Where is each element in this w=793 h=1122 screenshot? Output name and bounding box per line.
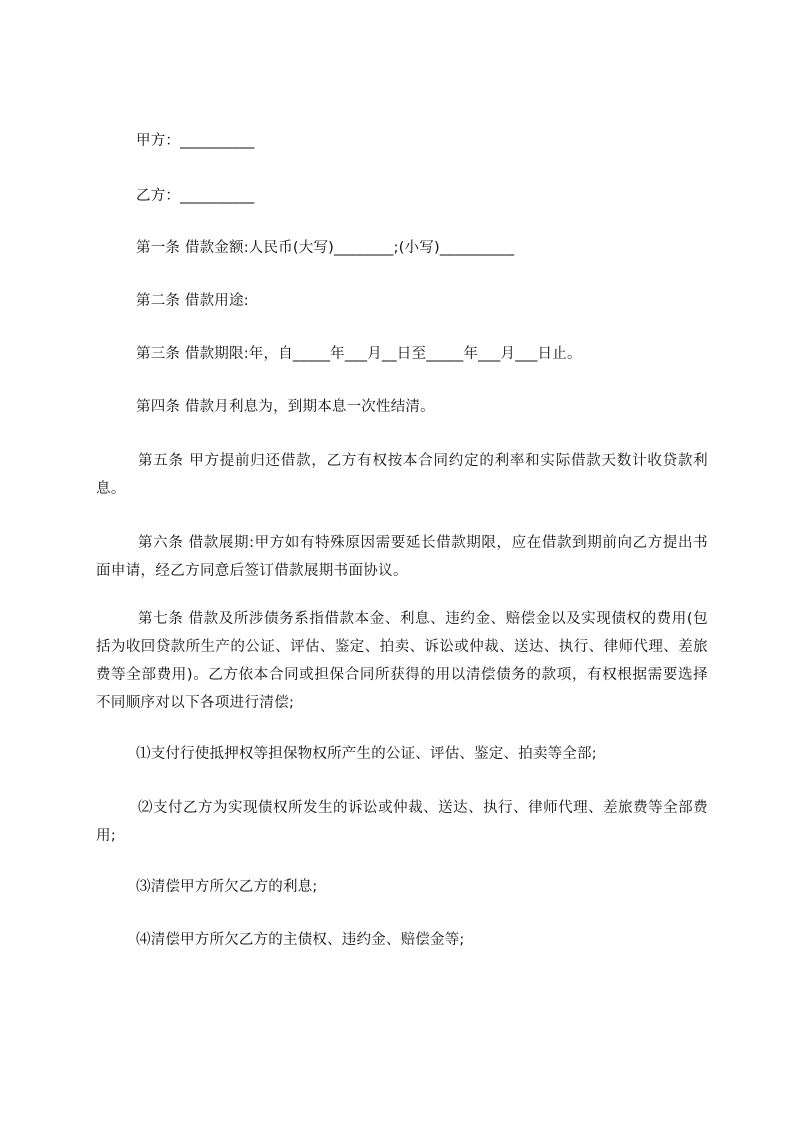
article-6-loan-extension: 第六条 借款展期:甲方如有特殊原因需要延长借款期限，应在借款到期前向乙方提出书面申请，经乙方同意后签订借款展期书面协议。 (96, 535, 708, 579)
article-5-early-repayment: 第五条 甲方提前归还借款，乙方有权按本合同约定的利率和实际借款天数计收贷款利息。 (96, 453, 708, 497)
item-3-interest: ⑶清偿甲方所欠乙方的利息; (136, 879, 318, 895)
article-4-monthly-interest: 第四条 借款月利息为，到期本息一次性结清。 (136, 399, 435, 415)
party-a-line: 甲方：__________ (136, 133, 255, 149)
article-1-loan-amount: 第一条 借款金额:人民币(大写)________;(小写)__________ (136, 240, 515, 256)
item-2-enforcement-costs: ⑵支付乙方为实现债权所发生的诉讼或仲裁、送达、执行、律师代理、差旅费等全部费用; (96, 800, 708, 844)
article-2-loan-purpose: 第二条 借款用途: (136, 293, 249, 309)
article-3-loan-term: 第三条 借款期限:年，自_____年___月__日至_____年___月___日止。 (136, 346, 582, 362)
party-b-line: 乙方：__________ (136, 188, 255, 204)
item-1-collateral-fees: ⑴支付行使抵押权等担保物权所产生的公证、评估、鉴定、拍卖等全部; (136, 746, 597, 762)
item-4-principal-penalties: ⑷清偿甲方所欠乙方的主债权、违约金、赔偿金等; (136, 932, 465, 948)
article-7-debt-scope: 第七条 借款及所涉债务系指借款本金、利息、违约金、赔偿金以及实现债权的费用(包括为收回贷款所生产的公证、评估、鉴定、拍卖、诉讼或仲裁、送达、执行、律师代理、差旅费等全部费用)。乙方依本合同或担保合同所获得的用以清偿债务的款项，有权根据需要选择不同顺序对以下各项进行清偿; (96, 611, 708, 711)
